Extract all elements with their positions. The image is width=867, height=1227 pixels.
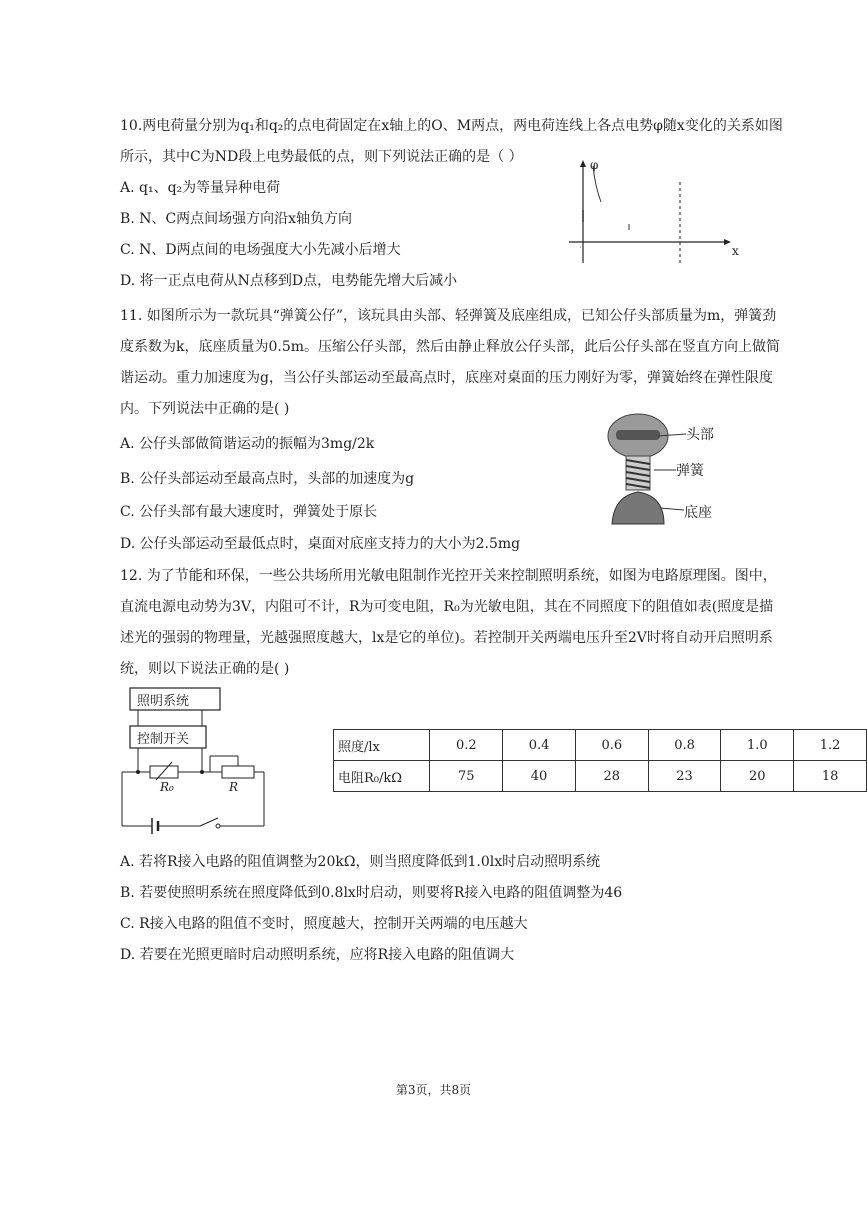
- q11-stem-line-4: 内。下列说法中正确的是( ): [120, 401, 290, 417]
- q12-option-b: B. 若要使照明系统在照度降低到0.8lx时启动，则要将R接入电路的阻值调整为46: [120, 885, 623, 901]
- q10-stem-line-2: 所示，其中C为ND段上电势最低的点，则下列说法正确的是（ ）: [120, 149, 523, 165]
- q10-option-b: B. N、C两点间场强方向沿x轴负方向: [120, 211, 353, 227]
- q12-option-a: A. 若将R接入电路的阻值调整为20kΩ，则当照度降低到1.0lx时启动照明系统: [120, 854, 601, 870]
- label-base: 底座: [684, 505, 712, 521]
- q11-stem-line-1: 11. 如图所示为一款玩具“弹簧公仔”，该玩具由头部、轻弹簧及底座组成，已知公仔头部质量为m，弹簧劲: [120, 308, 777, 324]
- q10-option-c: C. N、D两点间的电场强度大小先减小后增大: [120, 242, 401, 258]
- circuit-r-label: R: [229, 780, 239, 794]
- table-cell: 20: [721, 761, 794, 792]
- q10-stem-line-1: 10.两电荷量分别为q₁和q₂的点电荷固定在x轴上的O、M两点，两电荷连线上各点电势φ随x变化的关系如图: [120, 118, 783, 134]
- table-row: [334, 730, 867, 761]
- q11-option-a: A. 公仔头部做简谐运动的振幅为3mg/2k: [120, 436, 375, 452]
- table-header-resistance: 电阻R₀/kΩ: [334, 761, 430, 792]
- svg-text:·: ·: [579, 243, 582, 252]
- illuminance-resistance-table: [333, 729, 867, 792]
- q12-stem-line-4: 统，则以下说法正确的是( ): [120, 661, 290, 677]
- table-cell: 1.0: [721, 730, 794, 761]
- table-header-illuminance: 照度/lx: [334, 730, 430, 761]
- table-cell: 18: [794, 761, 867, 792]
- table-cell: 28: [575, 761, 648, 792]
- table-cell: 0.2: [430, 730, 503, 761]
- page-footer: 第3页，共8页: [395, 1083, 472, 1097]
- q11-option-d: D. 公仔头部运动至最低点时，桌面对底座支持力的大小为2.5mg: [120, 536, 521, 552]
- q10-option-a: A. q₁、q₂为等量异种电荷: [120, 180, 281, 196]
- q10-option-d: D. 将一正点电荷从N点移到D点，电势能先增大后减小: [120, 273, 458, 289]
- q11-option-b: B. 公仔头部运动至最高点时，头部的加速度为g: [120, 471, 415, 487]
- table-cell: 75: [430, 761, 503, 792]
- q11-option-c: C. 公仔头部有最大速度时，弹簧处于原长: [120, 504, 378, 520]
- table-cell: 40: [503, 761, 576, 792]
- table-cell: 0.4: [503, 730, 576, 761]
- table-cell: 0.6: [575, 730, 648, 761]
- table-cell: 23: [648, 761, 721, 792]
- q12-stem-line-2: 直流电源电动势为3V，内阻可不计，R为可变电阻，R₀为光敏电阻，其在不同照度下的阻值如表(照度是描: [120, 599, 774, 615]
- circuit-r0-label: R₀: [160, 780, 174, 794]
- circuit-lighting-system-label: 照明系统: [137, 694, 190, 709]
- figure-leader-lines: [650, 430, 690, 514]
- q12-option-d: D. 若要在光照更暗时启动照明系统，应将R接入电路的阻值调大: [120, 947, 515, 963]
- q12-stem-line-1: 12. 为了节能和环保，一些公共场所用光敏电阻制作光控开关来控制照明系统，如图为电路原理图。图中，: [120, 568, 777, 584]
- q12-stem-line-3: 述光的强弱的物理量，光越强照度越大，lx是它的单位)。若控制开关两端电压升至2V时将自动开启照明系: [120, 630, 773, 646]
- q11-stem-line-2: 度系数为k，底座质量为0.5m。压缩公仔头部，然后由静止释放公仔头部，此后公仔头部在竖直方向上做简: [120, 339, 781, 355]
- label-head: 头部: [686, 427, 714, 443]
- label-spring: 弹簧: [676, 463, 704, 479]
- circuit-control-switch-label: 控制开关: [137, 732, 190, 747]
- table-cell: 0.8: [648, 730, 721, 761]
- table-row: [334, 761, 867, 792]
- q12-option-c: C. R接入电路的阻值不变时，照度越大，控制开关两端的电压越大: [120, 916, 528, 932]
- table-cell: 1.2: [794, 730, 867, 761]
- q10-graph-y-label: φ: [590, 158, 599, 172]
- q10-graph-x-label: x: [732, 244, 739, 258]
- q10-potential-graph: [565, 158, 745, 268]
- q11-stem-line-3: 谐运动。重力加速度为g，当公仔头部运动至最高点时，底座对桌面的压力刚好为零，弹簧始终在弹性限度: [120, 370, 773, 386]
